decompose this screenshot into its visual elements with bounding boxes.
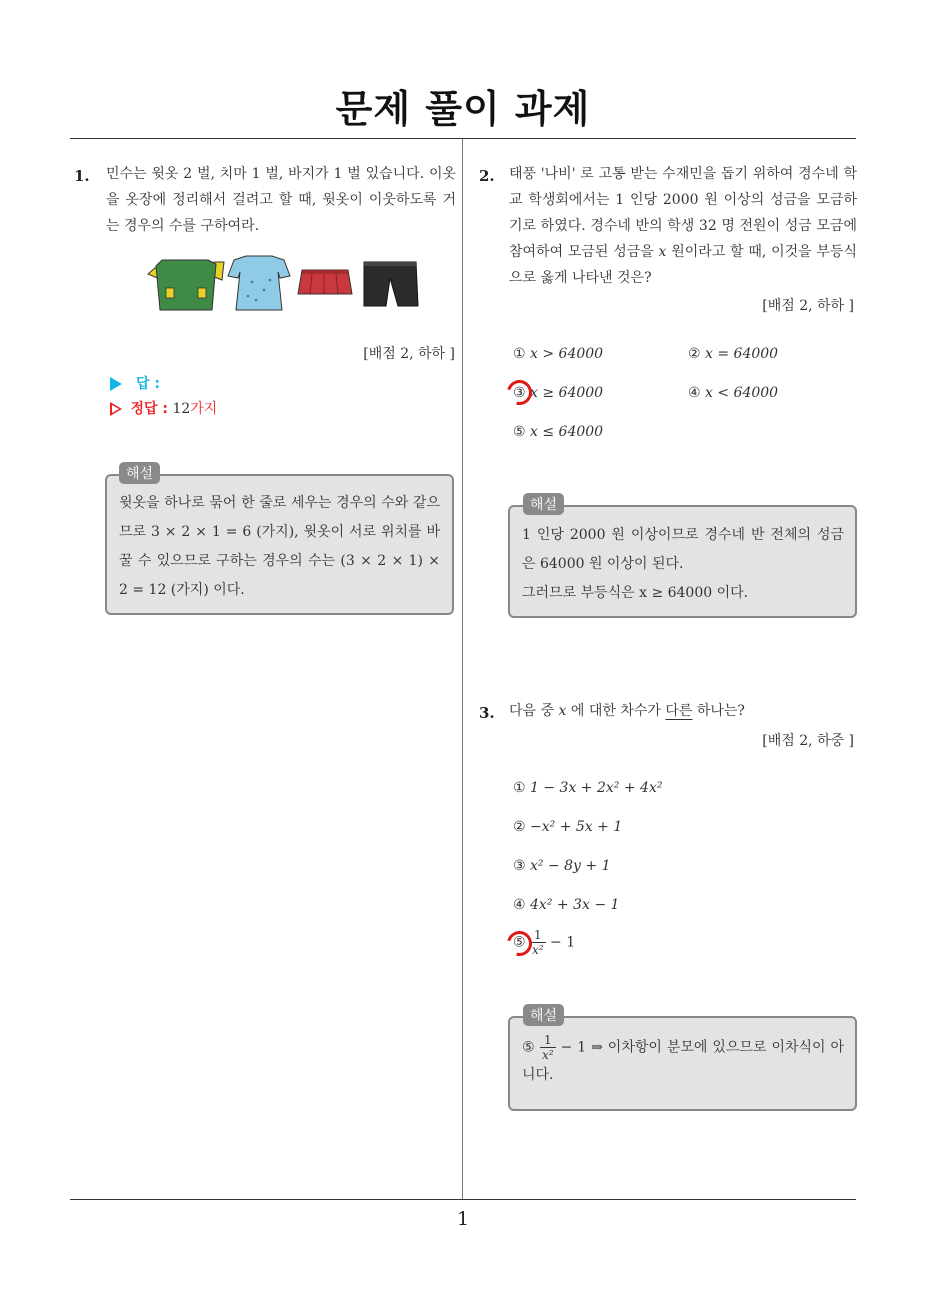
answer-circle-mark <box>502 375 536 409</box>
page-title: 문제 풀이 과제 <box>335 87 591 131</box>
q2-explain-text: 1 인당 2000 원 이상이므로 경수네 반 전체의 성금은 64000 원 이상이 된다. 그러므로 부등식은 x ≥ 64000 이다. <box>522 527 844 601</box>
q3-option-4: ④ 4x² + 3x − 1 <box>513 897 620 913</box>
q2-option-4: ④ x < 64000 <box>688 385 779 401</box>
q2-option-1: ① x > 64000 <box>513 346 604 362</box>
q2-score: [배점 2, 하하 ] <box>762 298 854 314</box>
black-pants-image <box>364 262 418 306</box>
q3-explain-text: ⑤ $\frac{1}{\text{x²}}$ − 1 ⇒ 이차항이 분모에 있으므로 이차식이 아니다. <box>522 1033 845 1083</box>
q1-correct-row <box>110 398 217 418</box>
q3-number: 3. <box>479 704 495 722</box>
q1-answer-label: 답 : <box>136 376 160 392</box>
q1-correct-label: 정답 : <box>130 401 168 417</box>
q3-option-5: ⑤ $\frac{1}{\text{x²}}$ − 1 <box>513 928 576 957</box>
red-skirt-image <box>298 270 352 294</box>
q2-number: 2. <box>479 167 495 185</box>
q3-option-3: ③ x² − 8y + 1 <box>513 858 611 874</box>
q3-explain-tag: 해설 <box>523 1004 564 1026</box>
outline-triangle-icon <box>110 402 122 416</box>
page-number: 1 <box>456 1208 470 1230</box>
green-shirt-image <box>148 260 224 310</box>
q2-text: 태풍 '나비' 로 고통 받는 수재민을 돕기 위하여 경수네 학교 학생회에서는 1 인당 2000 원 이상의 성금을 모금하기로 하였다. 경수네 반의 학생 32 명 전원이 성금 모금에 참여하여 모금된 성금을 x 원이라고 할 때, 이것을 부등식으로 옳게 나타낸 것은? <box>509 166 857 286</box>
q2-option-3: ③ x ≥ 64000 <box>513 385 604 401</box>
q2-option-5: ⑤ x ≤ 64000 <box>513 424 604 440</box>
q1-text: 민수는 윗옷 2 벌, 치마 1 벌, 바지가 1 벌 있습니다. 이옷을 옷장에 정리해서 걸려고 할 때, 윗옷이 이웃하도록 거는 경우의 수를 구하여라. <box>106 166 456 234</box>
q3-score: [배점 2, 하중 ] <box>762 733 854 749</box>
column-divider <box>462 139 463 1199</box>
blue-dress-image <box>228 256 290 310</box>
q1-explain-tag: 해설 <box>119 462 160 484</box>
q1-number: 1. <box>74 167 90 185</box>
q1-explain-text: 윗옷을 하나로 묶어 한 줄로 세우는 경우의 수와 같으므로 3 × 2 × 1 = 6 (가지), 윗옷이 서로 위치를 바꿀 수 있으므로 구하는 경우의 수는 (3 × 2 × 1) × 2 = 12 (가지) 이다. <box>119 495 440 598</box>
q3-text: 다음 중 x 에 대한 차수가 다른 하나는? <box>509 703 745 719</box>
q1-correct-value: 12 <box>172 401 191 417</box>
q1-score: [배점 2, 하하 ] <box>363 346 455 362</box>
top-rule <box>70 138 856 139</box>
clothes-illustration <box>142 252 422 314</box>
triangle-icon <box>110 377 122 391</box>
bottom-rule <box>70 1199 856 1200</box>
q3-option-1: ① 1 − 3x + 2x² + 4x² <box>513 780 663 796</box>
q2-option-2: ② x = 64000 <box>688 346 779 362</box>
q1-answer-row <box>110 373 160 393</box>
q1-correct-unit: 가지 <box>190 401 218 417</box>
q3-option-2: ② −x² + 5x + 1 <box>513 819 623 835</box>
q2-explain-tag: 해설 <box>523 493 564 515</box>
